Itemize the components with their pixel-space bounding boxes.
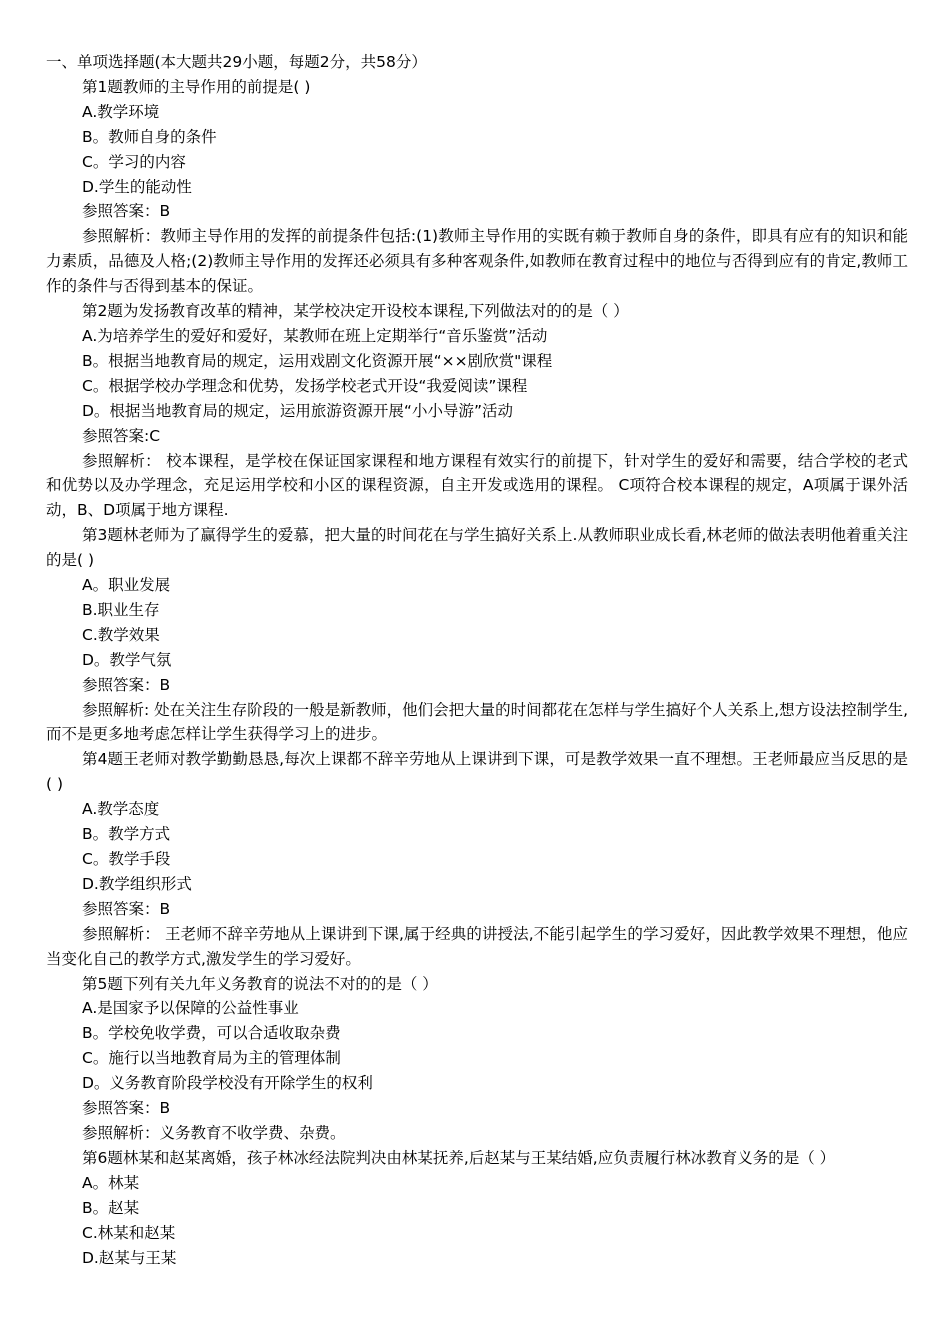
option-c: C。学习的内容 [82,152,186,171]
option-c: C.林某和赵某 [82,1223,176,1242]
option-c: C。施行以当地教育局为主的管理体制 [82,1049,341,1068]
option-d: D。义务教育阶段学校没有开除学生的权利 [82,1074,373,1093]
question-stem: 第5题下列有关九年义务教育的说法不对的的是（ ） [82,974,438,993]
option-b: B。根据当地教育局的规定，运用戏剧文化资源开展“××剧欣赏"课程 [82,351,553,370]
question-stem: 第1题教师的主导作用的前提是( ) [82,77,311,96]
reference-answer: 参照答案：B [82,202,171,221]
option-c: C。教学手段 [82,850,171,868]
question-4 [46,747,908,971]
option-d: D。根据当地教育局的规定，运用旅游资源开展“小小导游”活动 [82,401,513,420]
reference-analysis: 参照解析：义务教育不收学费、杂费。 [82,1123,346,1142]
reference-analysis: 参照解析: 处在关注生存阶段的一般是新教师，他们会把大量的时间都花在怎样与学生搞好个人关系上,想方设法控制学生,而不是更多地考虑怎样让学生获得学习上的进步。 [46,700,909,744]
option-b: B。教师自身的条件 [82,127,217,146]
question-2 [46,299,908,523]
reference-analysis: 参照解析：教师主导作用的发挥的前提条件包括:(1)教师主导作用的实既有赖于教师自身的条件，即具有应有的知识和能力素质，品德及人格;(2)教师主导作用的发挥还必须具有多种客观条件,如教师在教育过程中的地位与否得到应有的肯定,教师工作的条件与否得到基本的保证。 [46,227,908,296]
question-3 [46,523,908,747]
option-d: D。教学气氛 [82,650,172,669]
question-stem: 第4题王老师对教学勤勤恳恳,每次上课都不辞辛劳地从上课讲到下课，可是教学效果一直不理想。王老师最应当反思的是( ) [46,750,908,794]
reference-answer: 参照答案：B [82,899,171,918]
question-stem: 第3题林老师为了赢得学生的爱慕，把大量的时间花在与学生搞好关系上.从教师职业成长看,林老师的做法表明他着重关注的是( ) [46,526,908,570]
question-stem: 第6题林某和赵某离婚，孩子林冰经法院判决由林某抚养,后赵某与王某结婚,应负责履行林冰教育义务的是（ ） [82,1148,836,1167]
option-a: A.教学态度 [82,800,160,819]
option-b: B。教学方式 [82,825,171,844]
option-a: A。林某 [82,1173,140,1192]
option-a: A.是国家予以保障的公益性事业 [82,999,299,1018]
option-b: B.职业生存 [82,600,160,619]
option-d: D.学生的能动性 [82,177,192,196]
question-6 [46,1146,908,1271]
option-c: C.教学效果 [82,625,160,644]
option-d: D.赵某与王某 [82,1248,177,1267]
option-b: B。学校免收学费，可以合适收取杂费 [82,1024,341,1043]
option-a: A.为培养学生的爱好和爱好，某教师在班上定期举行“音乐鉴赏”活动 [82,326,548,345]
option-a: A。职业发展 [82,576,171,595]
reference-answer: 参照答案：B [82,1099,171,1118]
question-stem: 第2题为发扬教育改革的精神，某学校决定开设校本课程,下列做法对的的是（ ） [82,302,629,321]
reference-answer: 参照答案:C [82,426,161,445]
section-title: 一、单项选择题(本大题共29小题，每题2分，共58分） [46,53,427,71]
option-c: C。根据学校办学理念和优势，发扬学校老式开设“我爱阅读”课程 [82,376,528,395]
option-a: A.教学环境 [82,102,160,121]
reference-analysis: 参照解析： 校本课程，是学校在保证国家课程和地方课程有效实行的前提下，针对学生的爱好和需要，结合学校的老式和优势以及办学理念，充足运用学校和小区的课程资源，自主开发或选用的课程。 C项符合校本课程的规定，A项属于课外活动，B、D项属于地方课程. [46,451,908,520]
option-b: B。赵某 [82,1198,140,1217]
reference-analysis: 参照解析： 王老师不辞辛劳地从上课讲到下课,属于经典的讲授法,不能引起学生的学习爱好，因此教学效果不理想，他应当变化自己的教学方式,激发学生的学习爱好。 [46,924,908,968]
question-5 [46,972,908,1146]
option-d: D.教学组织形式 [82,874,192,893]
reference-answer: 参照答案：B [82,675,171,694]
question-1 [46,75,908,299]
